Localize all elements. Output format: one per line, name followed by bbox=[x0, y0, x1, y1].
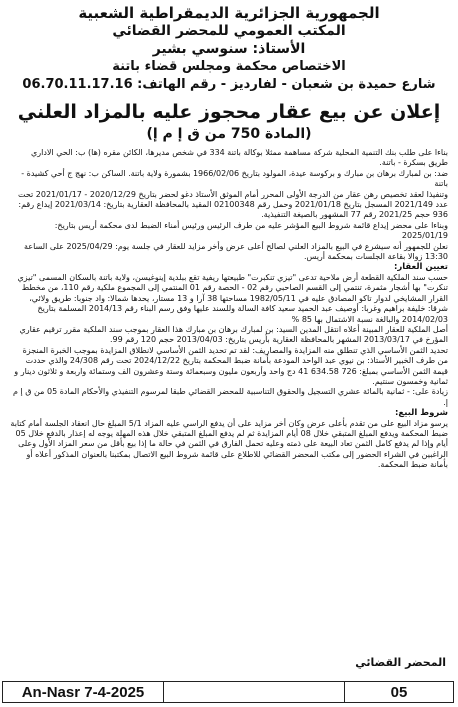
office-name: المكتب العمومي للمحضر القضائي bbox=[112, 23, 346, 39]
bailiff-signature: المحضر القضائي bbox=[355, 656, 446, 669]
footer-spacer bbox=[164, 682, 345, 702]
newspaper-footer bbox=[2, 681, 454, 703]
notice-header bbox=[10, 4, 448, 94]
deposit-paragraph: وبناءا على محضر إيداع قائمة شروط البيع المؤشر عليه من طرف الرئيس ورئيس أمناء الضبط لدى محكمة أريس بتاريخ: 2025/01/19 bbox=[54, 220, 448, 241]
property-description-paragraph: حسب سند الملكية القطعة أرض ملاحية تدعى "تيزي تنكبرت" طبيعتها ريفية تقع ببلدية إينوغيسن، ولاية باتنة بالسكان المسمى "تيزي تنكرت" بها أشجار مثمرة، تنتمي إلى القسم الصاحبي رقم 02 - الحصة رقم 01 المنتمي إلى المجموع ملكية رقم 110، من مخطط القرار المشايخي لدوار تاكو المصادق عليه في 1982/05/11 مساحتها 38 آرا و 13 مستار، يحدها شمالا: واد جنوبا: طريق ولائي، شرقا: خليفة براهيم وغربا: أوصيف عبد الحميد سعيد كافة السالة وللسند عليها وفق رسم البناء رقم 2014/13 المسلمة بتاريخ 2014/02/03 والبالغة نسبة الاشتمال بها 85 % bbox=[17, 272, 448, 324]
auction-date-paragraph: نعلن للجمهور أنه سيشرع في البيع بالمزاد العلني لصالح أعلى عرض وأخر مزايد للعقار في جلسة يوم: 2025/04/29 على الساعة 13:30 زوالا بقاعة الجلسات بمحكمة أريس. bbox=[24, 241, 448, 262]
state-name: الجمهورية الجزائرية الديمقراطية الشعبية bbox=[78, 4, 380, 22]
publication-date: An-Nasr 7-4-2025 bbox=[3, 682, 164, 702]
jurisdiction: الاختصاص محكمة ومجلس قضاء باتنة bbox=[112, 59, 346, 74]
ownership-paragraph: أصل الملكية للعقار المبينة أعلاه انتقل المدين السيد: بن لمبارك برهان بن مبارك هذا العقار بموجب سند الملكية مقرر ترقيم عقاري المؤرخ في 2013/03/17 المشهر بالمحافظة العقارية بأريس بتاريخ: 2013/04/03 حجم 120 رقم 99. bbox=[19, 324, 448, 345]
mortgage-paragraph: وتنفيذا لعقد تخصيص رهن عقار من الدرجة الأولى المحرر أمام الموثق الأستاذ دغو لحضر بتاريخ 2020/12/29 - 2021/01/17 تحت عدد 2021/149 المسجل بتاريخ 2021/01/18 وحمل رقم 02100348 المقيد بالمحافظة العقارية بتاريخ: 2021/03/14 إيداع رقم: 936 حجم 2021/25 رقم 77 المشهور بالصيغة التنفيذية. bbox=[17, 189, 448, 220]
sale-conditions-heading: شروط البيع: bbox=[395, 408, 448, 419]
notice-title: إعلان عن بيع عقار محجوز عليه بالمزاد العلني bbox=[17, 101, 441, 123]
plaintiff-paragraph: بناءا على طلب بنك التنمية المحلية شركة مساهمة ممثلا بوكالة باتنة 334 في شخص مديرها، الكائن مقره (ها) ب: الحي الاداري طريق بسكرة - باتنة. bbox=[30, 148, 448, 168]
base-price-paragraph: تحديد الثمن الأساسي الذي تنطلق منه المزايدة والمصاريف: لقد تم تحديد الثمن الأساسي لانطلاق المزايدة بموجب الخبرة المنجزة من طرف الخبير الأستاذ: بن نيوي عبد الواحد المودعة بأمانة ضبط المحكمة بتاريخ 2024/12/22 تحت رقم 24/308 والذي حددت قيمة الثمن الأساسي بمبلغ: 726 634.58 41 دج واحد وأربعون مليون وسبعمائة وستة وعشرون الف وستمائة واربعة و ثلاثون دينار و ثمانية وخمسون سنتيم. bbox=[14, 345, 448, 386]
property-section-heading: تعيين العقار: bbox=[393, 262, 448, 273]
notice-body bbox=[10, 148, 448, 616]
bailiff-name: الأستاذ: سنوسي بشير bbox=[152, 41, 306, 57]
notice-legal-article: (المادة 750 من ق إ م إ) bbox=[146, 126, 312, 142]
fees-paragraph: زيادة على: - ثمانية بالمائة عشري التسجيل والحقوق التناسبية للمحضر القضائي طبقا لمرسوم التنفيذي والأحكام المادة 05 من ق إ م إ. bbox=[13, 387, 448, 407]
office-address-phone: شارع حميدة بن شعبان - لفارديز - رقم الهاتف: 06.70.11.17.16 bbox=[22, 77, 436, 92]
sale-conditions-paragraph: يرسو مزاد البيع على من تقدم بأعلى عرض وكان أخر مزايد على أن يدفع الراسي عليه المزاد 5/1 المبلغ حال انعقاد الجلسة أمام كتابة ضبط المحكمة ويدفع المبلغ المتبقي خلال 08 أيام المزايدة ثم لم يدفع المبلغ المتبقي خلال هذه المهلة يوجه له إعذار بالدفع خلال 05 أيام وإذا لم يدفع كامل الثمن تعاد البيعة على ذمته وعليه تحمل الفارق في الثمن في حالة ما إذا بيع بأقل من سعر المزاد الأول وعلى الراغبين في الشراء الحضور إلى مكتب المحضر القضائي للاطلاع على قائمة شروط البيع الاتصال بمكتبنا بالعنوان المذكور أعلاه أو بأمانة ضبط المحكمة. bbox=[10, 418, 448, 470]
page-number: 05 bbox=[390, 683, 408, 701]
defendant-paragraph: ضد: بن لمبارك برهان بن مبارك و بركوسة عيدة، المولود بتاريخ 1966/02/06 بشمورة ولاية باتنة. الساكن ب: نهج ج أحي كشيدة - باتنة bbox=[21, 168, 448, 189]
